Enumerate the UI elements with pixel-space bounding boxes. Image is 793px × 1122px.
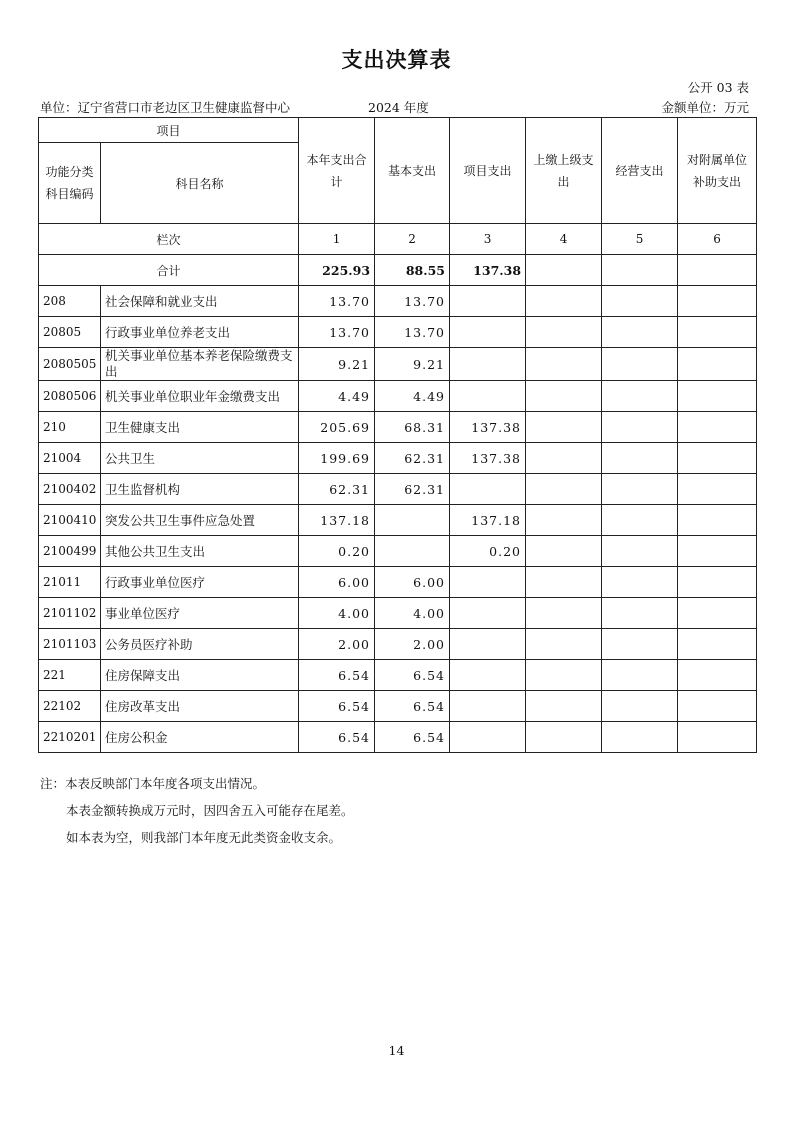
amount-cell-subsidy [678,412,757,443]
header-func-code: 功能分类科目编码 [39,143,101,224]
func-code-cell: 2210201 [39,722,101,753]
header-col-remit: 上缴上级支出 [526,118,602,224]
amount-cell-subsidy [678,660,757,691]
amount-cell-remit [526,722,602,753]
func-code-cell: 2100410 [39,505,101,536]
table-row [39,536,757,567]
amount-cell-project: 137.38 [450,443,526,474]
amount-cell-basic [375,536,450,567]
amount-cell-subsidy [678,286,757,317]
amount-cell-business [602,317,678,348]
col-number: 3 [450,224,526,255]
table-row [39,691,757,722]
amount-cell-business [602,722,678,753]
amount-cell-total: 199.69 [299,443,375,474]
func-code-cell: 2101103 [39,629,101,660]
fiscal-year: 2024 年度 [368,100,429,115]
table-row [39,660,757,691]
amount-cell-subsidy [678,474,757,505]
table-row [39,567,757,598]
amount-cell-basic: 4.49 [375,381,450,412]
reporting-unit: 单位：辽宁省营口市老边区卫生健康监督中心 [40,100,291,115]
amount-cell-remit [526,412,602,443]
amount-cell-business [602,691,678,722]
table-row [39,317,757,348]
func-code-cell: 2080505 [39,348,101,381]
func-code-cell: 2100499 [39,536,101,567]
amount-cell-basic: 6.54 [375,660,450,691]
func-code-cell: 2100402 [39,474,101,505]
table-row [39,412,757,443]
amount-cell-project [450,629,526,660]
amount-cell-business [602,443,678,474]
amount-cell-total: 0.20 [299,536,375,567]
table-row [39,722,757,753]
amount-cell-project [450,660,526,691]
amount-cell-basic: 9.21 [375,348,450,381]
func-code-cell: 2080506 [39,381,101,412]
total-label: 合计 [39,255,299,286]
func-code-cell: 210 [39,412,101,443]
amount-cell-remit [526,474,602,505]
amount-cell-project [450,474,526,505]
amount-cell-total: 6.54 [299,722,375,753]
table-row [39,598,757,629]
amount-cell-business [602,474,678,505]
amount-cell-business [602,660,678,691]
money-unit: 金额单位：万元 [661,100,749,115]
subject-name-cell: 住房改革支出 [101,691,299,722]
amount-cell-remit [526,286,602,317]
amount-cell-remit [526,536,602,567]
amount-cell-project [450,286,526,317]
col-number: 6 [678,224,757,255]
col-number: 5 [602,224,678,255]
table-row [39,348,757,381]
amount-cell-basic: 2.00 [375,629,450,660]
amount-cell-project: 137.38 [450,412,526,443]
amount-cell-remit [526,443,602,474]
subject-name-cell: 机关事业单位基本养老保险缴费支出 [101,348,299,381]
amount-cell-subsidy [678,381,757,412]
amount-cell-remit [526,598,602,629]
amount-cell-subsidy [678,443,757,474]
amount-cell-project [450,348,526,381]
amount-cell-total: 13.70 [299,317,375,348]
table-row [39,474,757,505]
subject-name-cell: 公共卫生 [101,443,299,474]
form-number: 公开 03 表 [687,80,749,95]
amount-cell-basic: 62.31 [375,474,450,505]
amount-cell-business [602,381,678,412]
amount-cell-total: 205.69 [299,412,375,443]
header-col-project: 项目支出 [450,118,526,224]
func-code-cell: 20805 [39,317,101,348]
subject-name-cell: 社会保障和就业支出 [101,286,299,317]
amount-cell-remit [526,660,602,691]
subject-name-cell: 行政事业单位医疗 [101,567,299,598]
amount-cell-remit [526,691,602,722]
expenditure-table [38,117,757,753]
amount-cell-subsidy [678,505,757,536]
amount-cell-subsidy [678,536,757,567]
subject-name-cell: 机关事业单位职业年金缴费支出 [101,381,299,412]
amount-cell-total: 137.18 [299,505,375,536]
total-row [39,255,757,286]
subject-name-cell: 行政事业单位养老支出 [101,317,299,348]
amount-cell-basic: 6.54 [375,722,450,753]
amount-cell-business [602,629,678,660]
total-cell [526,255,602,286]
amount-cell-total: 13.70 [299,286,375,317]
func-code-cell: 221 [39,660,101,691]
func-code-cell: 208 [39,286,101,317]
note-line: 注：本表反映部门本年度各项支出情况。 [40,776,266,791]
amount-cell-business [602,348,678,381]
amount-cell-subsidy [678,317,757,348]
amount-cell-project: 0.20 [450,536,526,567]
subject-name-cell: 事业单位医疗 [101,598,299,629]
amount-cell-project: 137.18 [450,505,526,536]
table-row [39,443,757,474]
header-col-subsidy: 对附属单位补助支出 [678,118,757,224]
amount-cell-remit [526,567,602,598]
amount-cell-remit [526,317,602,348]
amount-cell-total: 62.31 [299,474,375,505]
amount-cell-remit [526,381,602,412]
header-col-basic: 基本支出 [375,118,450,224]
func-code-cell: 21011 [39,567,101,598]
notes [40,770,354,851]
amount-cell-subsidy [678,629,757,660]
amount-cell-business [602,567,678,598]
amount-cell-total: 2.00 [299,629,375,660]
amount-cell-basic: 4.00 [375,598,450,629]
func-code-cell: 2101102 [39,598,101,629]
amount-cell-project [450,381,526,412]
col-number: 2 [375,224,450,255]
amount-cell-subsidy [678,348,757,381]
amount-cell-basic: 6.00 [375,567,450,598]
amount-cell-basic [375,505,450,536]
total-cell [678,255,757,286]
amount-cell-total: 6.00 [299,567,375,598]
amount-cell-business [602,598,678,629]
table-row [39,381,757,412]
header-item: 项目 [39,118,299,143]
amount-cell-remit [526,629,602,660]
header-col-business: 经营支出 [602,118,678,224]
total-cell: 88.55 [375,255,450,286]
amount-cell-basic: 13.70 [375,317,450,348]
subject-name-cell: 住房保障支出 [101,660,299,691]
amount-cell-business [602,536,678,567]
note-line: 本表金额转换成万元时，因四舍五入可能存在尾差。 [66,803,354,818]
subject-name-cell: 卫生健康支出 [101,412,299,443]
total-cell: 225.93 [299,255,375,286]
total-cell: 137.38 [450,255,526,286]
amount-cell-business [602,505,678,536]
amount-cell-total: 6.54 [299,660,375,691]
note-line: 如本表为空，则我部门本年度无此类资金收支余。 [66,830,342,845]
subject-name-cell: 其他公共卫生支出 [101,536,299,567]
subject-name-cell: 卫生监督机构 [101,474,299,505]
amount-cell-project [450,691,526,722]
amount-cell-project [450,567,526,598]
amount-cell-project [450,722,526,753]
page-number: 14 [388,1043,405,1058]
header-subject-name: 科目名称 [101,143,299,224]
amount-cell-subsidy [678,567,757,598]
amount-cell-basic: 62.31 [375,443,450,474]
header-col-total: 本年支出合计 [299,118,375,224]
amount-cell-subsidy [678,598,757,629]
amount-cell-business [602,286,678,317]
table-row [39,629,757,660]
amount-cell-remit [526,505,602,536]
amount-cell-remit [526,348,602,381]
page-title: 支出决算表 [341,48,452,72]
func-code-cell: 22102 [39,691,101,722]
table-row [39,505,757,536]
subject-name-cell: 突发公共卫生事件应急处置 [101,505,299,536]
amount-cell-basic: 6.54 [375,691,450,722]
amount-cell-total: 6.54 [299,691,375,722]
header-row-label: 栏次 [39,224,299,255]
amount-cell-total: 4.49 [299,381,375,412]
amount-cell-project [450,317,526,348]
amount-cell-subsidy [678,722,757,753]
subject-name-cell: 公务员医疗补助 [101,629,299,660]
amount-cell-basic: 68.31 [375,412,450,443]
amount-cell-project [450,598,526,629]
col-number: 1 [299,224,375,255]
amount-cell-basic: 13.70 [375,286,450,317]
total-cell [602,255,678,286]
col-number: 4 [526,224,602,255]
amount-cell-business [602,412,678,443]
amount-cell-total: 9.21 [299,348,375,381]
func-code-cell: 21004 [39,443,101,474]
amount-cell-subsidy [678,691,757,722]
amount-cell-total: 4.00 [299,598,375,629]
subject-name-cell: 住房公积金 [101,722,299,753]
table-row [39,286,757,317]
